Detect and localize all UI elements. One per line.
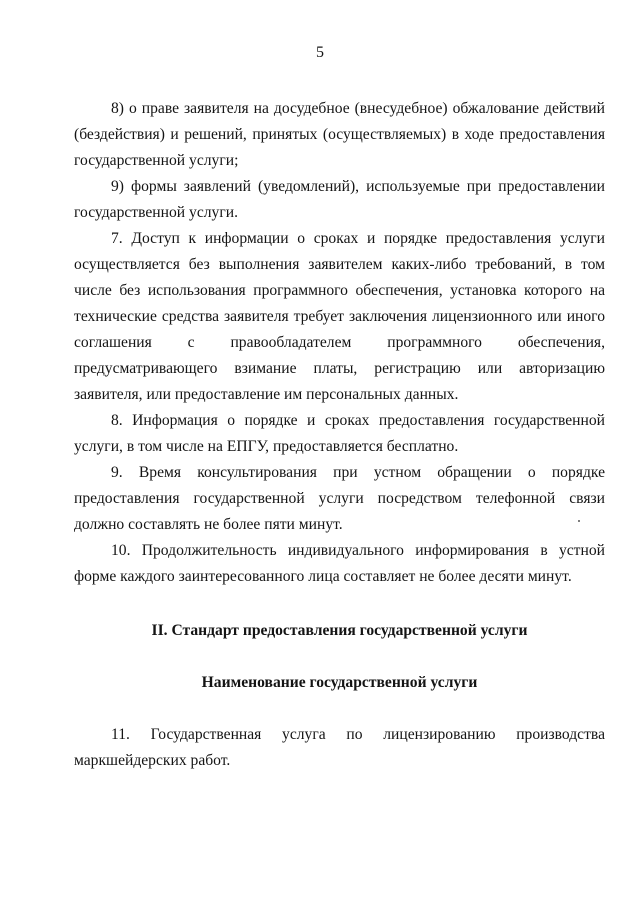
paragraph-item-8: 8) о праве заявителя на досудебное (внесудебное) обжалование действий (бездействия) и решений, принятых (осуществляемых) в ходе предоставления государственной услуги; (74, 100, 605, 169)
paragraph-item-9: 9) формы заявлений (уведомлений), используемые при предоставлении государственной услуги. (74, 178, 605, 221)
paragraph-9: 9. Время консультирования при устном обращении о порядке предоставления государственной услуги посредством телефонной связи должно составлять не более пяти минут. (74, 464, 605, 533)
page-number: 5 (316, 44, 324, 61)
sub-heading: Наименование государственной услуги (201, 674, 478, 691)
scan-speck (578, 520, 580, 522)
paragraph-7: 7. Доступ к информации о сроках и порядке предоставления услуги осуществляется без выполнения заявителем каких-либо требований, в том числе без использования программного обеспечения, установка которого на технические средства заявителя требует заключения лицензионного или иного соглашения с правообладателем программного обеспечения, предусматривающего взимание платы, регистрацию или авторизацию заявителя, или предоставление им персональных данных. (74, 230, 605, 403)
paragraph-8: 8. Информация о порядке и сроках предоставления государственной услуги, в том числе на ЕПГУ, предоставляется бесплатно. (74, 412, 605, 455)
section-heading: II. Стандарт предоставления государственной услуги (151, 622, 528, 639)
document-body (74, 96, 605, 774)
paragraph-11: 11. Государственная услуга по лицензированию производства маркшейдерских работ. (74, 726, 605, 769)
paragraph-10: 10. Продолжительность индивидуального информирования в устной форме каждого заинтересованного лица составляет не более десяти минут. (74, 542, 605, 585)
